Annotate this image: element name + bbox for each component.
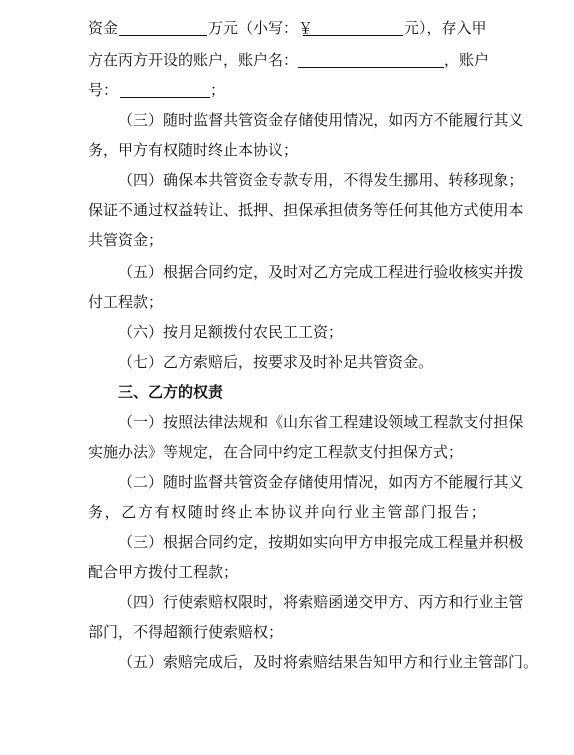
line-2-text-a: 方在丙方开设的账户，账户名： xyxy=(88,51,299,69)
paragraph-text: （ 四 ） 确 保 本 共 管 资 金 专 款 专 用 ， 不 得 发 生 挪 用 、 转 移 现 象 ； xyxy=(118,171,524,189)
text-line-13: 三、乙方的权责 xyxy=(118,383,224,401)
amount-blank-2 xyxy=(303,18,403,36)
text-line-4 xyxy=(0,108,574,132)
text-line-17 xyxy=(0,500,574,524)
text-line-20 xyxy=(0,590,574,614)
text-line-1 xyxy=(0,16,574,40)
text-line-14 xyxy=(0,410,574,434)
text-line-5: 务，甲方有权随时终止本协议； xyxy=(88,141,299,159)
text-line-6 xyxy=(0,168,574,192)
line-3-text-a: 号： xyxy=(88,81,119,99)
account-name-blank xyxy=(298,50,444,68)
text-line-10: 付工程款； xyxy=(88,293,164,311)
text-line-18 xyxy=(0,530,574,554)
paragraph-text: （ 二 ） 随 时 监 督 共 管 资 金 存 储 使 用 情 况 ， 如 丙 方 不 能 履 行 其 义 xyxy=(118,473,524,491)
text-line-21: 部门，不得超额行使索赔权； xyxy=(88,623,284,641)
text-line-3 xyxy=(0,78,574,102)
line-1-text-a: 资金 xyxy=(88,19,119,37)
text-line-12: （七）乙方索赔后，按要求及时补足共管资金。 xyxy=(118,353,434,371)
paragraph-text: （ 一 ） 按 照 法 律 法 规 和 《 山 东 省 工 程 建 设 领 域 工 程 款 支 付 担 保 xyxy=(118,413,524,431)
text-line-19: 配合甲方拨付工程款； xyxy=(88,563,239,581)
line-2-text-c: ，账户 xyxy=(444,51,490,69)
line-1-text-c: 元），存入甲 xyxy=(404,19,487,37)
text-line-22: （五）索赔完成后，及时将索赔结果告知甲方和行业主管部门。 xyxy=(118,653,539,671)
text-line-2 xyxy=(0,48,574,72)
line-3-text-c: ； xyxy=(210,81,226,99)
paragraph-text: （ 三 ） 根 据 合 同 约 定 ， 按 期 如 实 向 甲 方 申 报 完 成 工 程 量 并 积 极 xyxy=(118,533,524,551)
line-1-text-b: 万元（小写：￥ xyxy=(208,19,314,37)
paragraph-text: （ 三 ） 随 时 监 督 共 管 资 金 存 储 使 用 情 况 ， 如 丙 方 不 能 履 行 其 义 xyxy=(118,111,524,129)
text-line-8: 共管资金； xyxy=(88,231,164,249)
text-line-11: （六）按月足额拨付农民工工资； xyxy=(118,323,344,341)
text-line-9 xyxy=(0,260,574,284)
amount-blank-1 xyxy=(119,18,207,36)
paragraph-text: 保 证 不 通 过 权 益 转 让 、 抵 押 、 担 保 承 担 债 务 等 任 何 其 他 方 式 使 用 本 xyxy=(88,201,524,219)
text-line-16 xyxy=(0,470,574,494)
paragraph-text: （ 四 ） 行 使 索 赔 权 限 时 ， 将 索 赔 函 递 交 甲 方 、 丙 方 和 行 业 主 管 xyxy=(118,593,524,611)
paragraph-text: 务 ， 乙 方 有 权 随 时 终 止 本 协 议 并 向 行 业 主 管 部 门 报 告 ； xyxy=(88,503,486,521)
text-line-15: 实施办法》等规定，在合同中约定工程款支付担保方式； xyxy=(88,443,464,461)
paragraph-text: （ 五 ） 根 据 合 同 约 定 ， 及 时 对 乙 方 完 成 工 程 进 行 验 收 核 实 并 拨 xyxy=(118,263,524,281)
text-line-7 xyxy=(0,198,574,222)
account-number-blank xyxy=(120,80,210,98)
